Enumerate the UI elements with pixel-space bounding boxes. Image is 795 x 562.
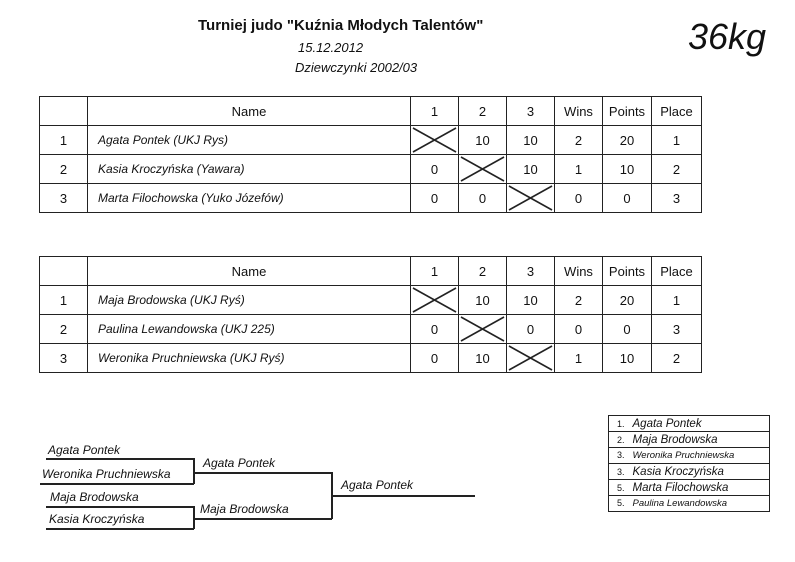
match-score: 10	[507, 155, 555, 184]
competitor-name: Kasia Kroczyńska (Yawara)	[88, 155, 411, 184]
ranking-position: 2.	[617, 434, 625, 445]
bracket-line	[46, 528, 194, 530]
bracket-line	[194, 518, 332, 520]
bracket-line	[193, 458, 195, 484]
competitor-number: 3	[40, 184, 88, 213]
cross-mark-icon	[507, 344, 554, 372]
cross-mark-icon	[411, 286, 458, 314]
table-header-row	[40, 257, 702, 286]
match-score: 0	[507, 315, 555, 344]
column-header: Points	[603, 97, 652, 126]
table-row	[40, 315, 702, 344]
column-header: Wins	[555, 257, 603, 286]
ranking-position: 3.	[617, 466, 625, 477]
competitor-number: 1	[40, 126, 88, 155]
match-score: 0	[459, 184, 507, 213]
age-group: Dziewczynki 2002/03	[295, 60, 418, 75]
tournament-title: Turniej judo "Kuźnia Młodych Talentów"	[198, 17, 484, 34]
bracket-final-player-b: Maja Brodowska	[200, 502, 289, 516]
self-match-cell	[507, 184, 555, 213]
competitor-number: 3	[40, 344, 88, 373]
weight-class: 36kg	[688, 16, 767, 57]
competitor-number: 1	[40, 286, 88, 315]
competitor-name: Agata Pontek (UKJ Rys)	[88, 126, 411, 155]
competitor-number: 2	[40, 315, 88, 344]
cross-mark-icon	[459, 155, 506, 183]
column-header: Name	[88, 257, 411, 286]
ranking-row	[609, 448, 770, 464]
column-header: Name	[88, 97, 411, 126]
bracket-line	[194, 472, 332, 474]
match-score: 0	[411, 184, 459, 213]
ranking-row	[609, 432, 770, 448]
self-match-cell	[411, 126, 459, 155]
column-header: 3	[507, 97, 555, 126]
match-score: 10	[459, 286, 507, 315]
bracket-final-player-a: Agata Pontek	[203, 456, 276, 470]
column-header: Place	[652, 257, 702, 286]
ranking-name: Weronika Pruchniewska	[632, 450, 735, 461]
table-row	[40, 286, 702, 315]
self-match-cell	[459, 155, 507, 184]
bracket-line	[40, 483, 194, 485]
ranking-row	[609, 464, 770, 480]
bracket-line	[46, 458, 194, 460]
pool-1-table	[39, 96, 702, 213]
match-score: 0	[411, 315, 459, 344]
points-value: 0	[603, 184, 652, 213]
points-value: 10	[603, 155, 652, 184]
place-value: 1	[652, 286, 702, 315]
points-value: 20	[603, 126, 652, 155]
place-value: 2	[652, 155, 702, 184]
bracket-semi1-player-a: Agata Pontek	[48, 443, 121, 457]
match-score: 0	[411, 155, 459, 184]
competitor-name: Maja Brodowska (UKJ Ryś)	[88, 286, 411, 315]
match-score: 10	[459, 344, 507, 373]
ranking-row	[609, 416, 770, 432]
match-score: 10	[459, 126, 507, 155]
self-match-cell	[459, 315, 507, 344]
ranking-position: 3.	[617, 450, 625, 460]
column-header: Points	[603, 257, 652, 286]
wins-value: 2	[555, 286, 603, 315]
ranking-name: Maja Brodowska	[632, 433, 718, 446]
ranking-row	[609, 496, 770, 512]
bracket-semi2-player-b: Kasia Kroczyńska	[49, 512, 145, 526]
bracket-winner: Agata Pontek	[341, 478, 414, 492]
competitor-name: Paulina Lewandowska (UKJ 225)	[88, 315, 411, 344]
ranking-name: Paulina Lewandowska	[632, 498, 728, 509]
points-value: 10	[603, 344, 652, 373]
match-score: 10	[507, 286, 555, 315]
wins-value: 1	[555, 344, 603, 373]
ranking-name: Marta Filochowska	[632, 481, 729, 494]
points-value: 20	[603, 286, 652, 315]
wins-value: 0	[555, 184, 603, 213]
place-value: 3	[652, 315, 702, 344]
column-header: Place	[652, 97, 702, 126]
cross-mark-icon	[459, 315, 506, 343]
ranking-position: 5.	[617, 482, 625, 493]
ranking-name: Agata Pontek	[632, 417, 702, 430]
points-value: 0	[603, 315, 652, 344]
competitor-number: 2	[40, 155, 88, 184]
wins-value: 1	[555, 155, 603, 184]
bracket-semi1-player-b: Weronika Pruchniewska	[42, 467, 171, 481]
bracket-semi2-player-a: Maja Brodowska	[50, 490, 139, 504]
table-row	[40, 344, 702, 373]
ranking-position: 1.	[617, 418, 625, 429]
table-row	[40, 184, 702, 213]
column-header: 2	[459, 257, 507, 286]
cross-mark-icon	[507, 184, 554, 212]
competitor-name: Weronika Pruchniewska (UKJ Ryś)	[88, 344, 411, 373]
self-match-cell	[507, 344, 555, 373]
bracket-line	[332, 495, 475, 497]
bracket-line	[46, 506, 194, 508]
place-value: 1	[652, 126, 702, 155]
tournament-date: 15.12.2012	[298, 40, 364, 55]
column-header: 3	[507, 257, 555, 286]
column-header	[40, 97, 88, 126]
wins-value: 2	[555, 126, 603, 155]
column-header: 1	[411, 97, 459, 126]
ranking-position: 5.	[617, 498, 625, 508]
table-row	[40, 126, 702, 155]
table-row	[40, 155, 702, 184]
ranking-name: Kasia Kroczyńska	[632, 465, 724, 478]
column-header: 1	[411, 257, 459, 286]
column-header: 2	[459, 97, 507, 126]
pool-2-table	[39, 256, 702, 373]
table-header-row	[40, 97, 702, 126]
self-match-cell	[411, 286, 459, 315]
cross-mark-icon	[411, 126, 458, 154]
match-score: 10	[507, 126, 555, 155]
place-value: 3	[652, 184, 702, 213]
column-header	[40, 257, 88, 286]
final-ranking	[608, 415, 770, 512]
ranking-row	[609, 480, 770, 496]
wins-value: 0	[555, 315, 603, 344]
place-value: 2	[652, 344, 702, 373]
column-header: Wins	[555, 97, 603, 126]
competitor-name: Marta Filochowska (Yuko Józefów)	[88, 184, 411, 213]
match-score: 0	[411, 344, 459, 373]
